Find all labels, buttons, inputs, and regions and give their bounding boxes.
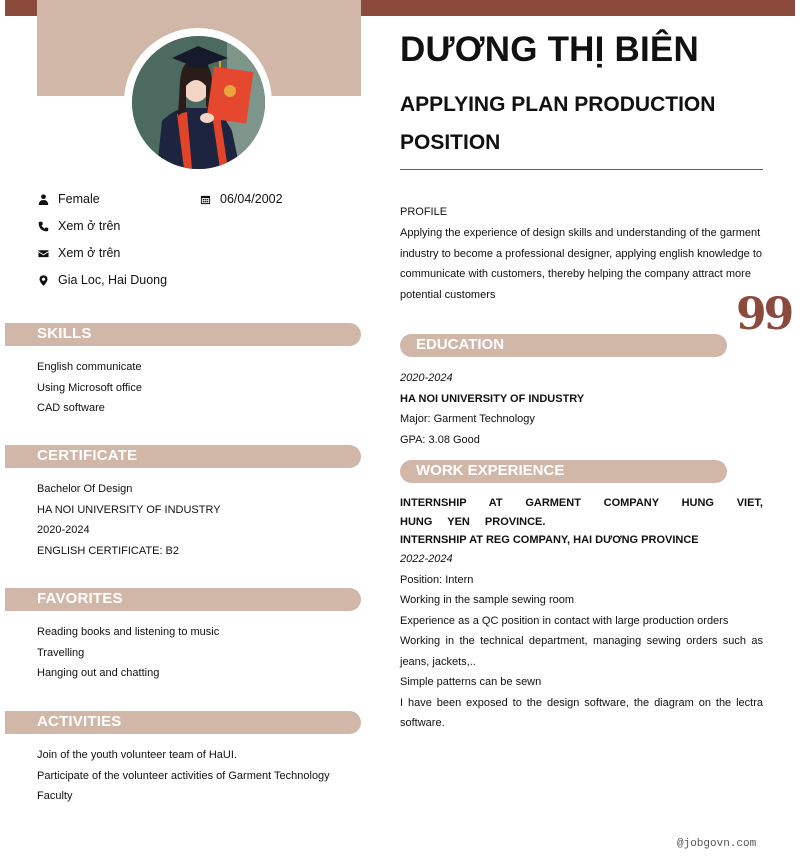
watermark: @jobgovn.com [677,838,757,850]
contact-gender [37,192,100,206]
favorites-list [37,622,219,684]
education-block [400,368,763,450]
list-item: 2020-2024 [37,524,90,537]
header-divider [400,169,763,170]
email-value: Xem ở trên [58,246,121,260]
skills-list [37,357,142,419]
list-item: English communicate [37,361,142,373]
work-detail: Working in the sample sewing room [400,594,575,606]
calendar-icon [199,193,211,205]
list-item: Participate of the volunteer activities of Garment Technology [37,769,330,782]
certificate-title: CERTIFICATE [37,447,138,464]
work-company-2: INTERNSHIP AT REG COMPANY, HAI DƯƠNG PROVINCE [400,534,699,546]
work-detail: Experience as a QC position in contact with large production orders [400,614,729,627]
work-details [400,549,763,734]
skills-title: SKILLS [37,325,92,342]
candidate-name: DƯƠNG THỊ BIÊN [400,30,699,69]
list-item: HA NOI UNIVERSITY OF INDUSTRY [37,503,221,516]
list-item: Hanging out and chatting [37,667,160,680]
avatar [132,36,265,169]
education-period: 2020-2024 [400,372,453,384]
education-school: HA NOI UNIVERSITY OF INDUSTRY [400,392,585,405]
education-major: Major: Garment Technology [400,413,535,425]
education-title: EDUCATION [416,336,505,353]
work-company-1: INTERNSHIP AT GARMENT COMPANY HUNG VIET, HUNG YEN PROVINCE. [400,497,763,528]
contact-email [37,246,120,260]
avatar-photo-icon [132,36,265,169]
favorites-header [5,588,361,611]
location-pin-icon [37,274,49,286]
certificate-header [5,445,361,468]
work-period: 2022-2024 [400,553,453,565]
activities-title: ACTIVITIES [37,713,122,730]
list-item: Travelling [37,646,85,659]
favorites-title: FAVORITES [37,590,123,607]
profile-label: PROFILE [400,206,448,218]
activities-header [5,711,361,734]
education-gpa: GPA: 3.08 Good [400,433,480,446]
gender-value: Female [58,192,100,206]
certificate-list [37,479,221,562]
work-detail: Simple patterns can be sewn [400,676,542,688]
person-icon [37,193,49,205]
list-item: Bachelor Of Design [37,483,133,495]
skills-header [5,323,361,346]
work-position: Position: Intern [400,573,474,586]
work-companies [400,494,763,550]
work-detail: Working in the technical department, managing sewing orders such as jeans, jackets,.. [400,635,763,668]
contact-phone [37,219,120,233]
list-item: ENGLISH CERTIFICATE: B2 [37,545,180,558]
list-item: Reading books and listening to music [37,626,220,638]
address-value: Gia Loc, Hai Duong [58,273,168,287]
profile-text: Applying the experience of design skills and understanding of the garment industry to become a professional designer, applying english knowledge to communicate with customers, thereby helping the company attract more potential customers [400,226,763,302]
phone-icon [37,220,49,232]
work-header [400,460,727,483]
activities-list [37,745,330,807]
birthday-value: 06/04/2002 [220,192,283,206]
list-item: Faculty [37,790,73,803]
profile-section [400,202,765,306]
quote-mark-icon: 99 [736,289,792,340]
list-item: Join of the youth volunteer team of HaUI. [37,749,237,761]
job-title: APPLYING PLAN PRODUCTION POSITION [400,93,716,154]
contact-birthday [199,192,283,206]
contact-address [37,273,167,287]
work-title: WORK EXPERIENCE [416,462,565,479]
list-item: Using Microsoft office [37,381,142,394]
phone-value: Xem ở trên [58,219,121,233]
work-detail: I have been exposed to the design software, the diagram on the lectra software. [400,696,763,729]
list-item: CAD software [37,402,105,415]
education-header [400,334,727,357]
envelope-icon [37,247,49,259]
